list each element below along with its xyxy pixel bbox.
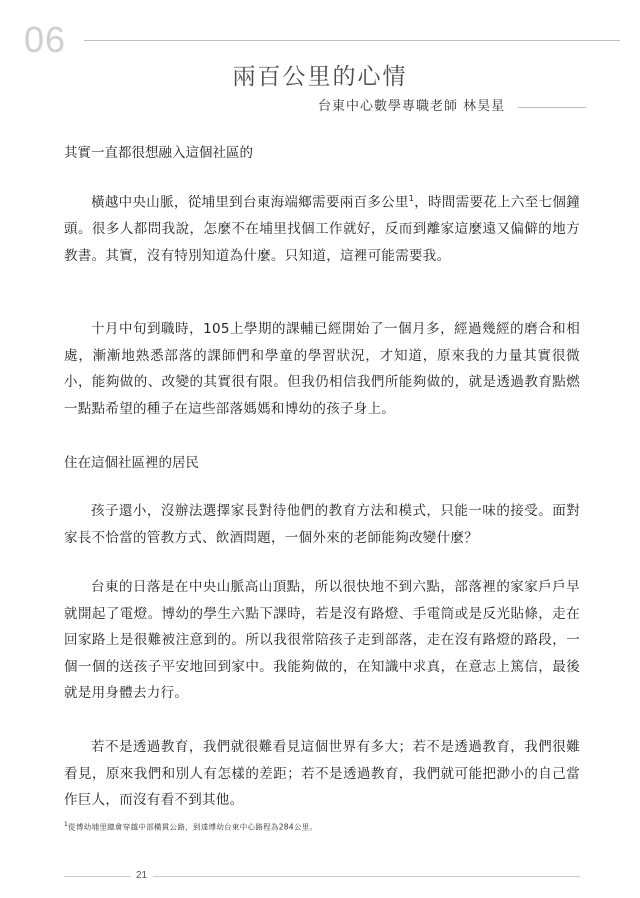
paragraph-2: 十月中旬到職時，105上學期的課輔已經開始了一個月多，經過幾經的磨合和相處，漸漸地熟悉部落的課師們和學童的學習狀況，才知道，原來我的力量其實很微小，能夠做的、改變的其實很有限。但我仍相信我們所能夠做的，就是透過教育點燃一點點希望的種子在這些部落媽媽和博幼的孩子身上。 <box>64 321 580 417</box>
footnote-marker: 1 <box>64 821 69 828</box>
footnote <box>64 820 317 833</box>
author-divider <box>518 107 586 108</box>
chapter-number: 06 <box>24 19 67 60</box>
section-heading-1: 其實一直都很想融入這個社區的 <box>64 145 253 161</box>
page-number: 21 <box>130 868 153 884</box>
paragraph-1-text: 橫越中央山脈，從埔里到台東海端鄉需要兩百多公里 <box>91 194 409 211</box>
footnote-text: 從博幼埔里總會穿越中部橫貫公路，到達博幼台東中心路程為284公里。 <box>68 822 318 832</box>
section-heading-2: 住在這個社區裡的居民 <box>64 455 199 471</box>
paragraph-1 <box>64 186 580 269</box>
paragraph-3: 孩子還小，沒辦法選擇家長對待他們的教育方法和模式，只能一味的接受。面對家長不恰當的管教方式、飲酒問題，一個外來的老師能夠改變什麼？ <box>64 503 580 546</box>
paragraph-1-text-continued: ，時間需要花上六至七個鐘頭。很多人都問我說，怎麼不在埔里找個工作就好，反而到離家這麼遠又偏僻的地方教書。其實，沒有特別知道為什麼。只知道，這裡可能需要我。 <box>64 194 580 264</box>
footnote-ref: 1 <box>408 194 415 203</box>
paragraph-5: 若不是透過教育，我們就很難看見這個世界有多大；若不是透過教育，我們很難看見，原來我們和別人有怎樣的差距；若不是透過教育，我們就可能把渺小的自己當作巨人，而沒有看不到其他。 <box>64 739 580 808</box>
page-title: 兩百公里的心情 <box>232 64 408 90</box>
author-byline: 台東中心數學專職老師 林昊星 <box>318 99 506 114</box>
top-divider <box>84 40 620 41</box>
paragraph-4: 台東的日落是在中央山脈高山頂點，所以很快地不到六點，部落裡的家家戶戶早就開起了電燈。博幼的學生六點下課時，若是沒有路燈、手電筒或是反光貼條，走在回家路上是很難被注意到的。所以我很常陪孩子走到部落，走在沒有路燈的路段，一個一個的送孩子平安地回到家中。我能夠做的，在知識中求真，在意志上篤信，最後就是用身體去力行。 <box>64 579 580 701</box>
